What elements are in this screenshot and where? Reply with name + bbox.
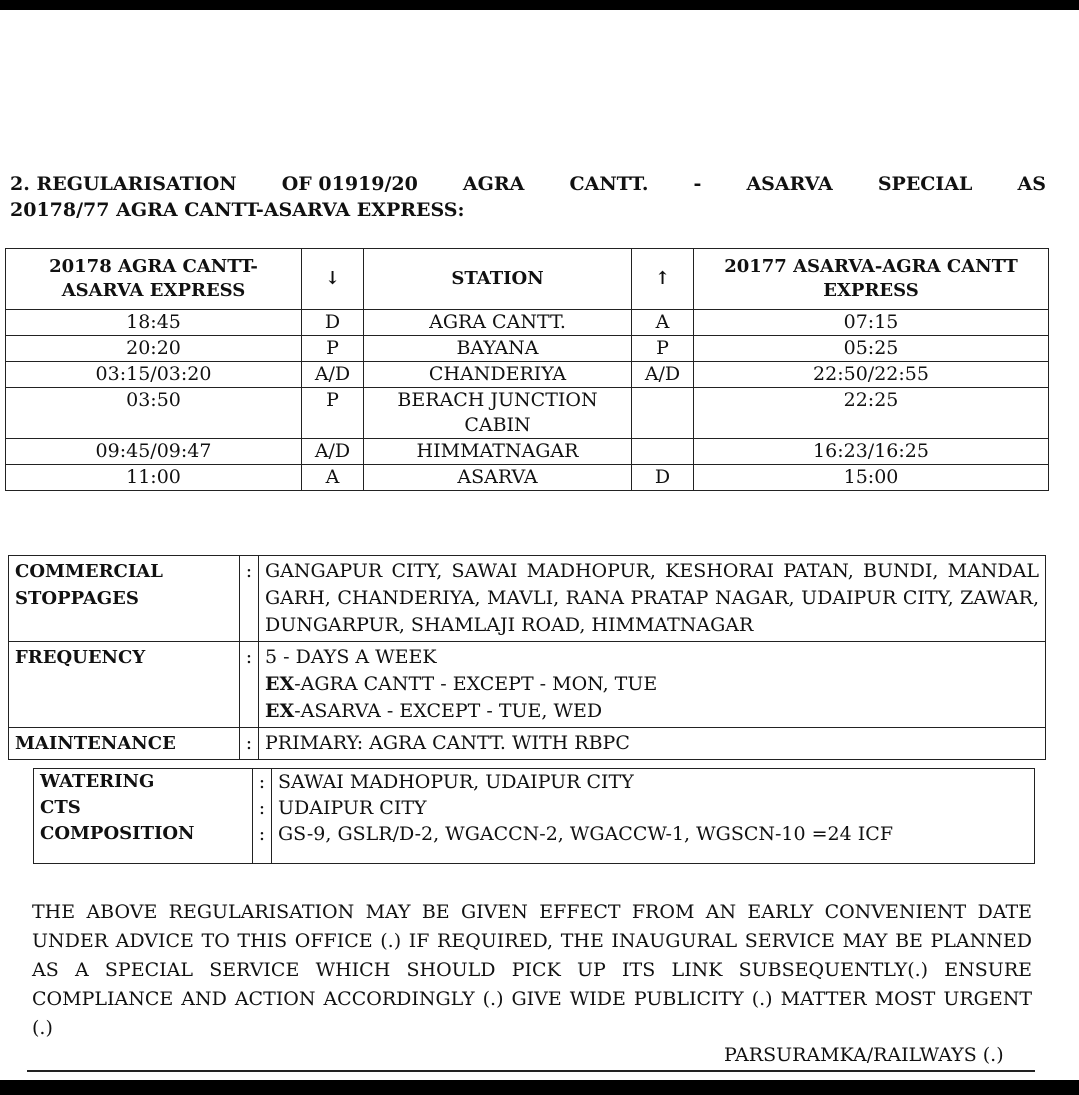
watering-value: SAWAI MADHOPUR, UDAIPUR CITY (272, 769, 1035, 796)
maintenance-value: PRIMARY: AGRA CANTT. WITH RBPC (259, 728, 1046, 760)
table-row (6, 336, 1049, 362)
up-code: P (632, 336, 694, 362)
frequency-exception-2 (265, 698, 1039, 725)
down-code: A/D (302, 362, 364, 388)
composition-label: COMPOSITION (34, 821, 253, 864)
section-heading (10, 171, 1046, 223)
up-time: 16:23/16:25 (694, 439, 1049, 465)
up-time: 22:25 (694, 388, 1049, 439)
frequency-value (259, 642, 1046, 728)
frequency-row (9, 642, 1046, 728)
signature-line: PARSURAMKA/RAILWAYS (.) (724, 1044, 1004, 1066)
colon-separator: : (240, 728, 259, 760)
frequency-exception-1 (265, 671, 1039, 698)
heading-word: AGRA (462, 173, 525, 195)
colon-separator: : (253, 795, 272, 821)
frequency-days: 5 - DAYS A WEEK (265, 646, 437, 668)
station-header: STATION (364, 249, 632, 310)
station-name: HIMMATNAGAR (364, 439, 632, 465)
station-name: BAYANA (364, 336, 632, 362)
heading-word: - (693, 173, 702, 195)
heading-word: ASARVA (746, 173, 833, 195)
station-name: CHANDERIYA (364, 362, 632, 388)
up-time: 07:15 (694, 310, 1049, 336)
heading-word: OF 01919/20 (281, 173, 418, 195)
maintenance-row (9, 728, 1046, 760)
up-code (632, 439, 694, 465)
station-name: BERACH JUNCTION CABIN (364, 388, 632, 439)
ex-prefix: EX (265, 700, 295, 722)
info-table (8, 555, 1046, 760)
down-train-header: 20178 AGRA CANTT-ASARVA EXPRESS (6, 249, 302, 310)
up-arrow-icon: ↑ (632, 249, 694, 310)
heading-word: AS (1017, 173, 1046, 195)
table-row (6, 465, 1049, 491)
composition-row (34, 821, 1035, 864)
up-train-header: 20177 ASARVA-AGRA CANTT EXPRESS (694, 249, 1049, 310)
exception-text: -ASARVA - EXCEPT - TUE, WED (294, 700, 603, 722)
commercial-stoppages-value: GANGAPUR CITY, SAWAI MADHOPUR, KESHORAI PATAN, BUNDI, MANDAL GARH, CHANDERIYA, MAVLI, RANA PRATAP NAGAR, UDAIPUR CITY, ZAWAR, DUNGARPUR, SHAMLAJI ROAD, HIMMATNAGAR (259, 556, 1046, 642)
table-row (6, 362, 1049, 388)
heading-line-1 (10, 171, 1046, 197)
top-border-bar (0, 0, 1079, 10)
timing-header-row (6, 249, 1049, 310)
heading-line-2: 20178/77 AGRA CANTT-ASARVA EXPRESS: (10, 199, 465, 221)
maintenance-label: MAINTENANCE (9, 728, 240, 760)
frequency-label: FREQUENCY (9, 642, 240, 728)
up-code: D (632, 465, 694, 491)
heading-word: SPECIAL (877, 173, 973, 195)
commercial-stoppages-label: COMMERCIAL STOPPAGES (9, 556, 240, 642)
cts-row (34, 795, 1035, 821)
down-time: 03:15/03:20 (6, 362, 302, 388)
down-time: 09:45/09:47 (6, 439, 302, 465)
up-time: 05:25 (694, 336, 1049, 362)
down-code: P (302, 388, 364, 439)
down-time: 11:00 (6, 465, 302, 491)
up-code: A (632, 310, 694, 336)
table-row (6, 310, 1049, 336)
colon-separator: : (240, 556, 259, 642)
watering-row (34, 769, 1035, 796)
bottom-border-bar (0, 1080, 1079, 1095)
down-time: 03:50 (6, 388, 302, 439)
exception-text: -AGRA CANTT - EXCEPT - MON, TUE (294, 673, 658, 695)
timing-table (5, 248, 1049, 491)
heading-word: 2. REGULARISATION (10, 173, 237, 195)
cts-value: UDAIPUR CITY (272, 795, 1035, 821)
up-code: A/D (632, 362, 694, 388)
footer-rule (27, 1070, 1035, 1072)
sub-info-table (33, 768, 1035, 864)
down-code: A/D (302, 439, 364, 465)
down-arrow-icon: ↓ (302, 249, 364, 310)
up-time: 22:50/22:55 (694, 362, 1049, 388)
composition-value: GS-9, GSLR/D-2, WGACCN-2, WGACCW-1, WGSCN-10 =24 ICF (272, 821, 1035, 864)
down-code: P (302, 336, 364, 362)
cts-label: CTS (34, 795, 253, 821)
down-time: 20:20 (6, 336, 302, 362)
up-time: 15:00 (694, 465, 1049, 491)
colon-separator: : (253, 769, 272, 796)
colon-separator: : (240, 642, 259, 728)
table-row (6, 439, 1049, 465)
colon-separator: : (253, 821, 272, 864)
down-code: A (302, 465, 364, 491)
ex-prefix: EX (265, 673, 295, 695)
down-time: 18:45 (6, 310, 302, 336)
up-code (632, 388, 694, 439)
down-code: D (302, 310, 364, 336)
station-name: AGRA CANTT. (364, 310, 632, 336)
commercial-stoppages-row (9, 556, 1046, 642)
watering-label: WATERING (34, 769, 253, 796)
station-name: ASARVA (364, 465, 632, 491)
heading-word: CANTT. (569, 173, 649, 195)
table-row (6, 388, 1049, 439)
instruction-paragraph: THE ABOVE REGULARISATION MAY BE GIVEN EFFECT FROM AN EARLY CONVENIENT DATE UNDER ADVICE TO THIS OFFICE (.) IF REQUIRED, THE INAUGURAL SERVICE MAY BE PLANNED AS A SPECIAL SERVICE WHICH SHOULD PICK UP ITS LINK SUBSEQUENTLY(.) ENSURE COMPLIANCE AND ACTION ACCORDINGLY (.) GIVE WIDE PUBLICITY (.) MATTER MOST URGENT (.) (32, 901, 1032, 1039)
